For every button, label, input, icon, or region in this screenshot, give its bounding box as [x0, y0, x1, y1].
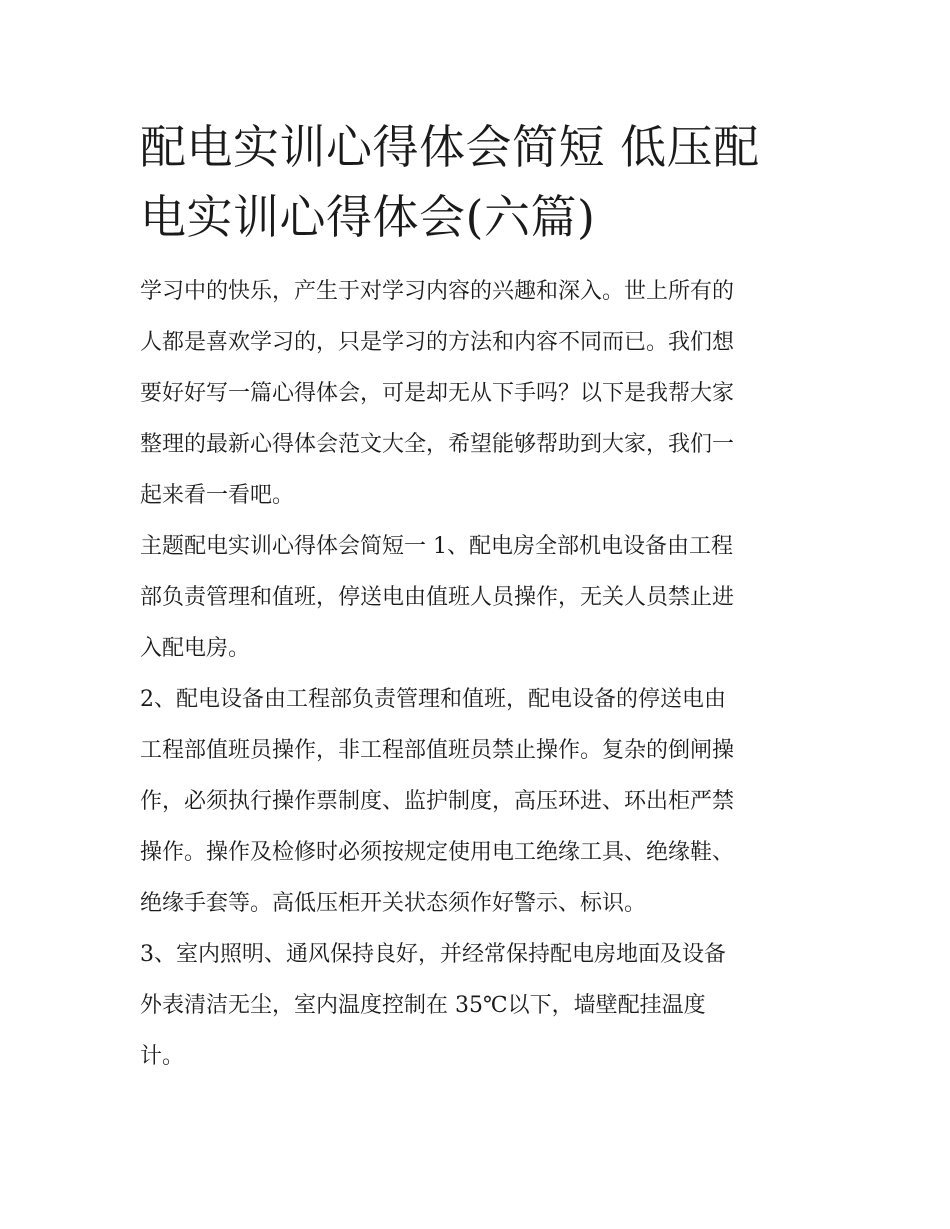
paragraph-3: 3、室内照明、通风保持良好，并经常保持配电房地面及设备 外表清洁无尘，室内温度控制在 35℃以下，墙壁配挂温度 计。 — [140, 942, 726, 1069]
document-page — [140, 112, 820, 1082]
paragraph-1: 主题配电实训心得体会简短一 1、配电房全部机电设备由工程 部负责管理和值班，停送电由值班人员操作，无关人员禁止进 入配电房。 — [140, 534, 735, 661]
document-title: 配电实训心得体会简短 低压配 电实训心得体会(六篇) — [140, 120, 760, 244]
intro-paragraph: 学习中的快乐，产生于对学习内容的兴趣和深入。世上所有的 人都是喜欢学习的，只是学习的方法和内容不同而已。我们想 要好好写一篇心得体会，可是却无从下手吗？以下是我帮大家 整理的最新心得体会范文大全，希望能够帮助到大家，我们一 起来看一看吧。 — [140, 279, 735, 508]
paragraph-2: 2、配电设备由工程部负责管理和值班，配电设备的停送电由 工程部值班员操作，非工程部值班员禁止操作。复杂的倒闸操 作，必须执行操作票制度、监护制度，高压环进、环出柜严禁 操作。操作及检修时必须按规定使用电工绝缘工具、绝缘鞋、 绝缘手套等。高低压柜开关状态须作好警示、标识。 — [140, 687, 735, 916]
